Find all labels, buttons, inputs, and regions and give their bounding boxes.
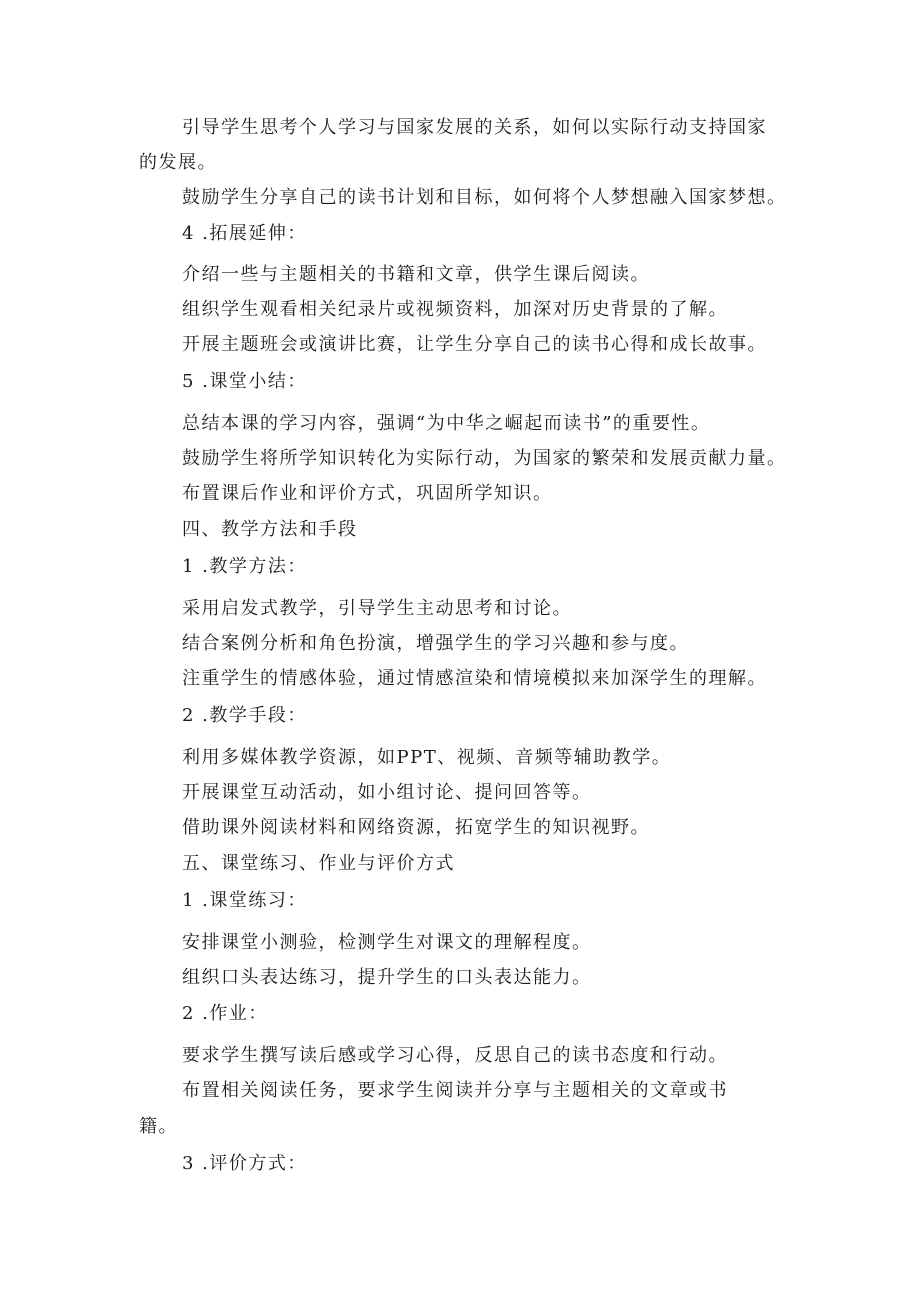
paragraph-line: 组织学生观看相关纪录片或视频资料，加深对历史背景的了解。	[182, 299, 728, 320]
paragraph-line: 结合案例分析和角色扮演，增强学生的学习兴趣和参与度。	[182, 633, 689, 654]
section-heading: 2 .教学手段：	[182, 705, 307, 726]
section-heading: 1 .教学方法：	[182, 556, 307, 577]
paragraph-line: 安排课堂小测验，检测学生对课文的理解程度。	[182, 932, 592, 953]
paragraph-line: 总结本课的学习内容，强调“为中华之崛起而读书”的重要性。	[182, 413, 711, 434]
paragraph-line: 的发展。	[139, 152, 217, 173]
paragraph-line: 籍。	[139, 1116, 178, 1137]
chapter-heading: 五、课堂练习、作业与评价方式	[182, 853, 455, 874]
paragraph-line: 引导学生思考个人学习与国家发展的关系，如何以实际行动支持国家	[182, 117, 767, 138]
paragraph-line: 组织口头表达练习，提升学生的口头表达能力。	[182, 967, 592, 988]
paragraph-line: 开展主题班会或演讲比赛，让学生分享自己的读书心得和成长故事。	[182, 334, 767, 355]
paragraph-line: 鼓励学生分享自己的读书计划和目标，如何将个人梦想融入国家梦想。	[182, 187, 787, 208]
section-heading: 2 .作业：	[182, 1003, 268, 1024]
paragraph-line: 开展课堂互动活动，如小组讨论、提问回答等。	[182, 782, 592, 803]
paragraph-line: 布置课后作业和评价方式，巩固所学知识。	[182, 483, 553, 504]
chapter-heading: 四、教学方法和手段	[182, 519, 358, 540]
paragraph-line: 借助课外阅读材料和网络资源，拓宽学生的知识视野。	[182, 817, 650, 838]
paragraph-line: 介绍一些与主题相关的书籍和文章，供学生课后阅读。	[182, 264, 650, 285]
section-heading: 3 .评价方式：	[182, 1153, 307, 1174]
paragraph-line: 利用多媒体教学资源，如PPT、视频、音频等辅助教学。	[182, 747, 672, 768]
paragraph-line: 布置相关阅读任务，要求学生阅读并分享与主题相关的文章或书	[182, 1080, 728, 1101]
section-heading: 4 .拓展延伸：	[182, 223, 307, 244]
paragraph-line: 采用启发式教学，引导学生主动思考和讨论。	[182, 598, 572, 619]
section-heading: 1 .课堂练习：	[182, 890, 307, 911]
section-heading: 5 .课堂小结：	[182, 371, 307, 392]
paragraph-line: 要求学生撰写读后感或学习心得，反思自己的读书态度和行动。	[182, 1045, 728, 1066]
paragraph-line: 鼓励学生将所学知识转化为实际行动，为国家的繁荣和发展贡献力量。	[182, 448, 787, 469]
paragraph-line: 注重学生的情感体验，通过情感渲染和情境模拟来加深学生的理解。	[182, 668, 767, 689]
